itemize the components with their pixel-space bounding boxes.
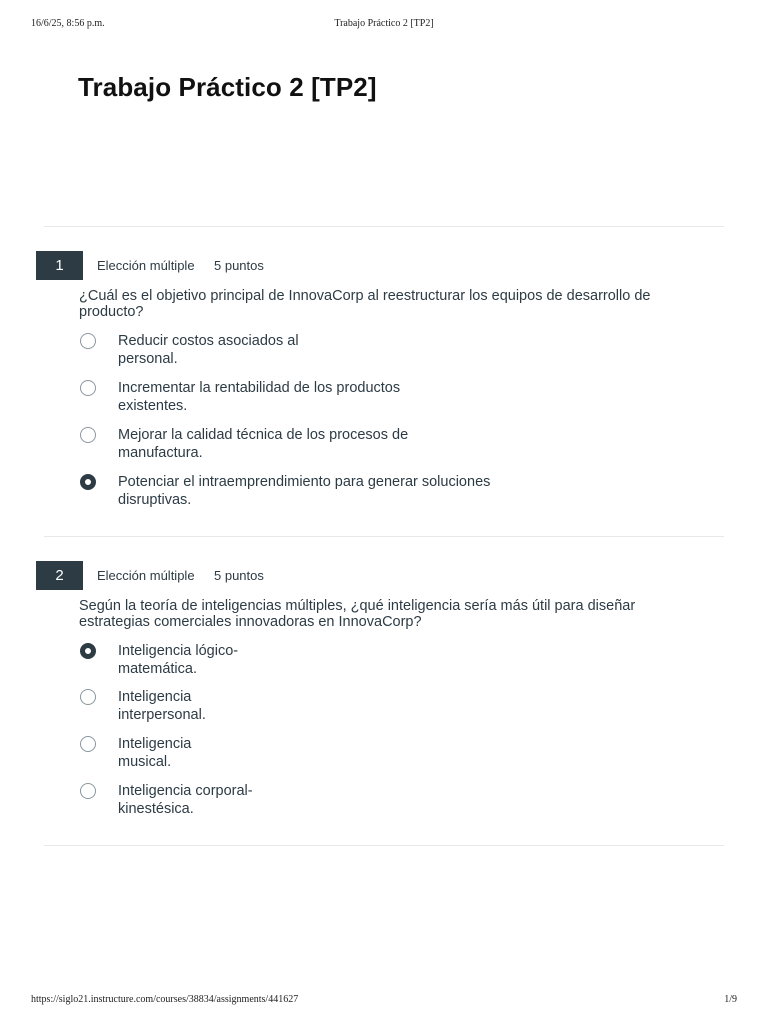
radio-button[interactable] bbox=[80, 333, 96, 349]
answer-option[interactable] bbox=[78, 782, 598, 822]
answer-option[interactable] bbox=[78, 735, 598, 775]
radio-button[interactable] bbox=[80, 380, 96, 396]
answer-label bbox=[118, 735, 191, 771]
answer-label-line: Inteligencia lógico- bbox=[118, 643, 239, 659]
divider bbox=[44, 536, 724, 537]
answer-option-selected[interactable] bbox=[78, 642, 598, 682]
answer-label-line: Potenciar el intraemprendimiento para generar soluciones bbox=[118, 474, 491, 490]
question-prompt-line: estrategias comerciales innovadoras en InnovaCorp? bbox=[79, 614, 422, 630]
question-number: 2 bbox=[36, 561, 83, 590]
radio-button[interactable] bbox=[80, 689, 96, 705]
answer-label bbox=[118, 782, 253, 818]
radio-button-selected[interactable] bbox=[80, 643, 96, 659]
answer-label-line: Reducir costos asociados al bbox=[118, 333, 299, 349]
answer-label-line: Inteligencia corporal- bbox=[118, 783, 253, 799]
answer-label-line: matemática. bbox=[118, 661, 197, 677]
question-prompt bbox=[79, 288, 709, 320]
question-prompt-line: ¿Cuál es el objetivo principal de InnovaCorp al reestructurar los equipos de desarrollo de bbox=[79, 288, 651, 304]
answer-option[interactable] bbox=[78, 426, 598, 466]
radio-button-selected[interactable] bbox=[80, 474, 96, 490]
question-1 bbox=[0, 251, 768, 508]
print-doc-title: Trabajo Práctico 2 [TP2] bbox=[334, 18, 434, 29]
answer-label bbox=[118, 379, 400, 415]
answer-option[interactable] bbox=[78, 688, 598, 728]
answer-label-line: existentes. bbox=[118, 398, 188, 414]
answer-label-line: kinestésica. bbox=[118, 801, 194, 817]
radio-button[interactable] bbox=[80, 783, 96, 799]
question-number: 1 bbox=[36, 251, 83, 280]
page-title: Trabajo Práctico 2 [TP2] bbox=[78, 72, 377, 102]
answer-label bbox=[118, 642, 238, 678]
question-2 bbox=[0, 561, 768, 817]
question-type: Elección múltiple bbox=[97, 568, 195, 583]
answer-label-line: disruptivas. bbox=[118, 492, 192, 508]
radio-button[interactable] bbox=[80, 427, 96, 443]
answer-label bbox=[118, 332, 299, 368]
question-points: 5 puntos bbox=[214, 258, 264, 273]
question-prompt bbox=[79, 598, 709, 630]
radio-button[interactable] bbox=[80, 736, 96, 752]
print-page-number: 1/9 bbox=[724, 994, 737, 1005]
question-type: Elección múltiple bbox=[97, 258, 195, 273]
answer-label bbox=[118, 473, 490, 509]
answer-label-line: interpersonal. bbox=[118, 707, 206, 723]
answer-label-line: musical. bbox=[118, 754, 172, 770]
answer-label-line: Inteligencia bbox=[118, 736, 192, 752]
question-header bbox=[0, 251, 768, 281]
answer-label bbox=[118, 688, 206, 724]
answer-label bbox=[118, 426, 408, 462]
answer-label-line: Inteligencia bbox=[118, 689, 192, 705]
question-prompt-line: Según la teoría de inteligencias múltiples, ¿qué inteligencia sería más útil para diseñar bbox=[79, 598, 636, 614]
answer-label-line: Incrementar la rentabilidad de los productos bbox=[118, 380, 401, 396]
answer-label-line: Mejorar la calidad técnica de los procesos de bbox=[118, 427, 409, 443]
answer-label-line: manufactura. bbox=[118, 445, 203, 461]
answer-label-line: personal. bbox=[118, 351, 178, 367]
print-url: https://siglo21.instructure.com/courses/38834/assignments/441627 bbox=[31, 994, 299, 1005]
divider bbox=[44, 226, 724, 227]
answer-option-selected[interactable] bbox=[78, 473, 598, 513]
question-points: 5 puntos bbox=[214, 568, 264, 583]
print-datetime: 16/6/25, 8:56 p.m. bbox=[31, 18, 105, 29]
answer-option[interactable] bbox=[78, 332, 598, 372]
question-header bbox=[0, 561, 768, 591]
answer-option[interactable] bbox=[78, 379, 598, 419]
divider bbox=[44, 845, 724, 846]
question-prompt-line: producto? bbox=[79, 304, 144, 320]
